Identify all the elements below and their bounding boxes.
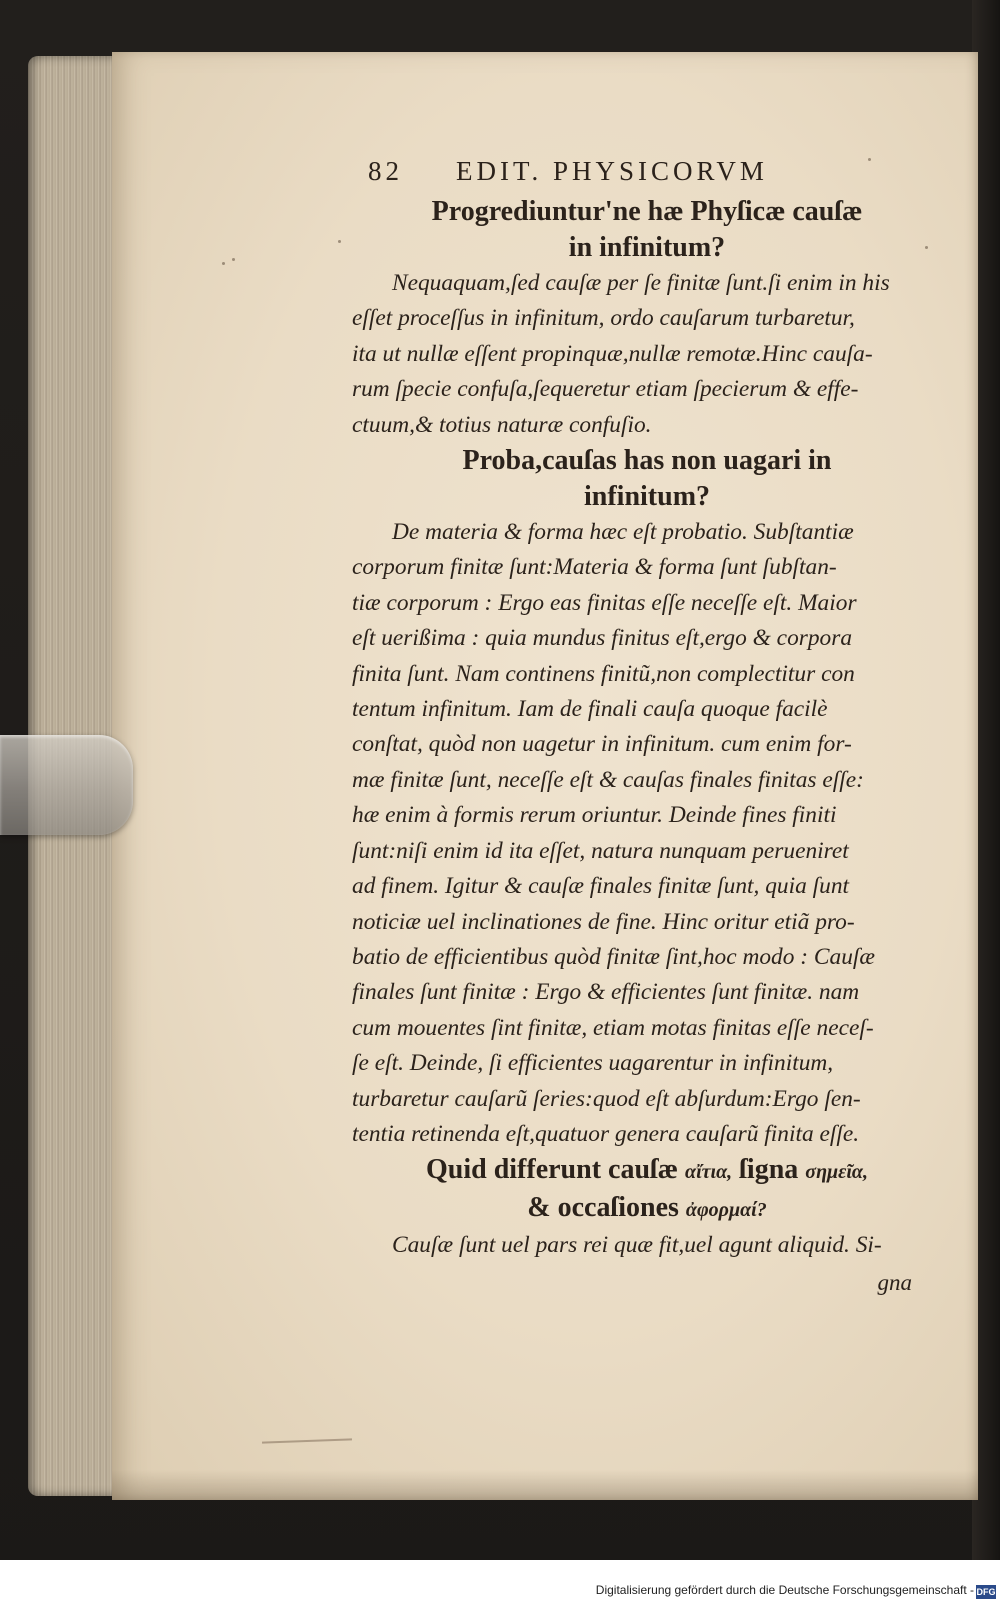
text-line: mæ finitæ ſunt, neceſſe eſt & cauſas finales finitas eſſe: bbox=[352, 766, 864, 793]
running-head bbox=[352, 150, 942, 194]
text-line: tiæ corporum : Ergo eas finitas eſſe neceſſe eſt. Maior bbox=[352, 589, 857, 616]
page-speck bbox=[338, 240, 341, 243]
text-line: Cauſæ ſunt uel pars rei quæ fit,uel agunt aliquid. Si- bbox=[392, 1232, 882, 1259]
heading-line: infinitum? bbox=[583, 481, 711, 513]
greek-word: ἀφορμαί? bbox=[685, 1199, 767, 1222]
text-line: ctuum,& totius naturæ confuſio. bbox=[352, 411, 652, 438]
footer-bar bbox=[0, 1560, 1000, 1605]
text-line: cum mouentes ſint finitæ, etiam motas finitas eſſe neceſ- bbox=[352, 1014, 874, 1041]
page-number: 82 bbox=[368, 156, 403, 186]
text-line: batio de efficientibus quòd finitæ ſint,hoc modo : Cauſæ bbox=[352, 943, 876, 970]
heading-line bbox=[352, 1190, 942, 1228]
answer-paragraph bbox=[352, 266, 942, 443]
heading-line: Proba,cauſas has non uagari in bbox=[462, 445, 832, 477]
greek-word: σημεῖα, bbox=[805, 1161, 868, 1184]
book-clip bbox=[0, 735, 133, 835]
running-title: EDIT. PHYSICORVM bbox=[456, 156, 768, 186]
heading-line: in infinitum? bbox=[568, 232, 726, 263]
text-line: conſtat, quòd non uagetur in infinitum. cum enim for- bbox=[352, 731, 852, 758]
page-speck bbox=[222, 262, 225, 265]
catchword: gna bbox=[877, 1269, 912, 1295]
greek-word: αἴτια, bbox=[685, 1161, 733, 1184]
text-line: ſunt:niſi enim id ita eſſet, natura nunquam perueniret bbox=[352, 837, 849, 864]
question-heading bbox=[352, 194, 942, 266]
heading-line bbox=[352, 1152, 942, 1190]
text-line: ad finem. Igitur & cauſæ finales finitæ ſunt, quia ſunt bbox=[352, 873, 850, 900]
heading-text: Quid differunt cauſæ bbox=[425, 1154, 679, 1186]
digitization-credit: Digitalisierung gefördert durch die Deutsche Forschungsgemeinschaft - bbox=[595, 1583, 974, 1597]
text-line: corporum finitæ ſunt:Materia & forma ſunt ſubſtan- bbox=[352, 554, 837, 581]
text-line: finita ſunt. Nam continens finitũ,non complectitur con bbox=[352, 660, 855, 687]
text-line: turbaretur cauſarũ ſeries:quod eſt abſurdum:Ergo ſen- bbox=[352, 1085, 861, 1112]
heading-line: Progrediuntur'ne hæ Phyſicæ cauſæ bbox=[431, 196, 863, 227]
text-line: finales ſunt finitæ : Ergo & efficientes ſunt finitæ. nam bbox=[352, 979, 860, 1006]
text-line: hæ enim à formis rerum oriuntur. Deinde fines finiti bbox=[352, 802, 837, 829]
text-line: ita ut nullæ eſſent propinquæ,nullæ remotæ.Hinc cauſa- bbox=[352, 340, 873, 367]
page-speck bbox=[232, 258, 235, 261]
text-line: tentum infinitum. Iam de finali cauſa quoque facilè bbox=[352, 696, 828, 723]
text-line: eſſet proceſſus in infinitum, ordo cauſarum turbaretur, bbox=[352, 305, 855, 332]
text-line: tentia retinenda eſt,quatuor genera cauſarũ finita eſſe. bbox=[352, 1120, 860, 1147]
text-line: De materia & forma hæc eſt probatio. Subſtantiæ bbox=[392, 519, 854, 546]
question-heading bbox=[352, 1152, 942, 1228]
heading-text: & occaſiones bbox=[527, 1192, 679, 1224]
answer-paragraph bbox=[352, 1228, 942, 1263]
dfg-logo: DFG bbox=[976, 1587, 996, 1597]
heading-text: ſigna bbox=[739, 1154, 799, 1186]
text-line: eſt uerißima : quia mundus finitus eſt,ergo & corpora bbox=[352, 625, 853, 652]
page-bottom-shade bbox=[112, 1470, 978, 1500]
text-line: noticiæ uel inclinationes de fine. Hinc oritur etiã pro- bbox=[352, 908, 855, 935]
text-line: ſe eſt. Deinde, ſi efficientes uagarentur in infinitum, bbox=[352, 1050, 834, 1077]
text-line: Nequaquam,ſed cauſæ per ſe finitæ ſunt.ſi enim in his bbox=[392, 270, 890, 296]
text-line: rum ſpecie confuſa,ſequeretur etiam ſpecierum & effe- bbox=[352, 376, 859, 403]
answer-paragraph bbox=[352, 515, 942, 1152]
question-heading bbox=[352, 443, 942, 515]
text-block bbox=[352, 150, 942, 1296]
